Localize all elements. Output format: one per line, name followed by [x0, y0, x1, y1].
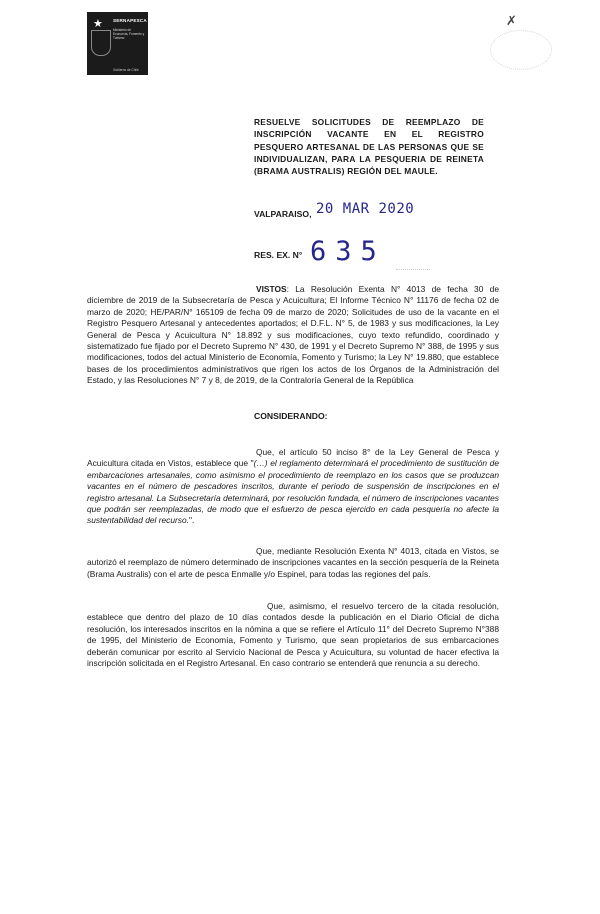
- date-stamp: 20 MAR 2020: [316, 201, 415, 217]
- resolution-number: 635: [310, 236, 386, 267]
- paragraph-3-text: Que, asimismo, el resuelvo tercero de la citada resolución, establece que dentro del plazo de 10 días contados desde la publicación en el Diario Oficial de dicha resolución, los interesados inscritos en la nómina a que se refiere el Artículo 11° del Decreto Supremo N°388 de 1995, del Ministerio de Economía, Fomento y Turismo, que sean propietarios de sus embarcaciones deberán comunicar por escrito al Servicio Nacional de Pesca y Acuicultura, su voluntad de hacer efectiva la inscripción solicitada en el Registro Artesanal. En caso contrario se entenderá que renuncia a su derecho.: [87, 601, 499, 669]
- place-label: VALPARAISO,: [254, 209, 312, 219]
- considerando-paragraph-2: [87, 546, 499, 580]
- vistos-label: VISTOS: [256, 284, 287, 294]
- resolution-label: RES. EX. N°: [254, 250, 303, 260]
- paragraph-1-intro: Que, el artículo 50 inciso 8° de la Ley General de Pesca y Acuicultura citada en Vistos, establece que ": [87, 447, 499, 469]
- handwritten-mark-icon: ✗: [506, 14, 517, 29]
- faint-stamp-icon: [490, 30, 552, 70]
- logo-government-name: Gobierno de Chile: [113, 68, 139, 72]
- considerando-paragraph-1: [87, 447, 499, 527]
- logo-ministry-name: Ministerio de Economía, Fomento y Turismo: [113, 28, 145, 40]
- star-icon: ★: [93, 17, 103, 30]
- vistos-section: [87, 284, 499, 387]
- considerando-paragraph-3: [87, 601, 499, 669]
- paragraph-1-outro: ".: [188, 515, 195, 526]
- shield-emblem-icon: [91, 30, 111, 56]
- document-heading: RESUELVE SOLICITUDES DE REEMPLAZO DE INSCRIPCIÓN VACANTE EN EL REGISTRO PESQUERO ARTESANAL DE LAS PERSONAS QUE SE INDIVIDUALIZAN, PARA LA PESQUERIA DE REINETA (BRAMA AUSTRALIS) REGIÓN DEL MAULE.: [254, 117, 484, 177]
- sernapesca-logo: [87, 12, 148, 75]
- logo-agency-name: SERNAPESCA: [113, 18, 147, 23]
- vistos-text: : La Resolución Exenta N° 4013 de fecha 30 de diciembre de 2019 de la Subsecretaría de Pesca y Acuicultura; El Informe Técnico N° 11176 de fecha 02 de marzo de 2020; HE/PAR/N° 165109 de fecha 09 de marzo de 2020; Solicitudes de uso de la vacante en el Registro Pesquero Artesanal y antecedentes aportados; el D.F.L. N° 5, de 1983 y sus modificaciones, la Ley General de Pesca y Acuicultura N° 18.892 y sus modificaciones, cuyo texto refundido, coordinado y sistematizado fue fijado por el Decreto Supremo N° 430, de 1991 y el Decreto Supremo N° 388, de 1995 y sus modificaciones, todos del actual Ministerio de Economía, Fomento y Turismo; la Ley N° 19.880, que establece bases de los procedimientos administrativos que rigen los actos de los Órganos de la Administración del Estado, y las Resoluciones N° 7 y 8, de 2019, de la Contraloría General de la República: [87, 284, 499, 386]
- paragraph-1-quote: (…) el reglamento determinará el procedimiento de sustitución de embarcaciones artesanales, como asimismo el procedimiento de reemplazo en los casos que se produzcan vacantes en el número de pescadores inscritos, durante el periodo de suspensión de inscripciones en el registro artesanal. La Subsecretaría determinará, por resolución fundada, el número de inscripciones vacantes que podrán ser reemplazadas, de modo que el esfuerzo de pesca ejercido en cada pesquería no afecte la sustentabilidad del recurso.: [87, 458, 499, 526]
- paragraph-2-text: Que, mediante Resolución Exenta N° 4013, citada en Vistos, se autorizó el reemplazo de número determinado de inscripciones vacantes en la sección pesquería de la Reineta (Brama Australis) con el arte de pesca Enmalle y/o Espinel, para todas las regiones del país.: [87, 546, 500, 579]
- considerando-label: CONSIDERANDO:: [254, 411, 328, 421]
- faint-signature-mark: [396, 263, 430, 270]
